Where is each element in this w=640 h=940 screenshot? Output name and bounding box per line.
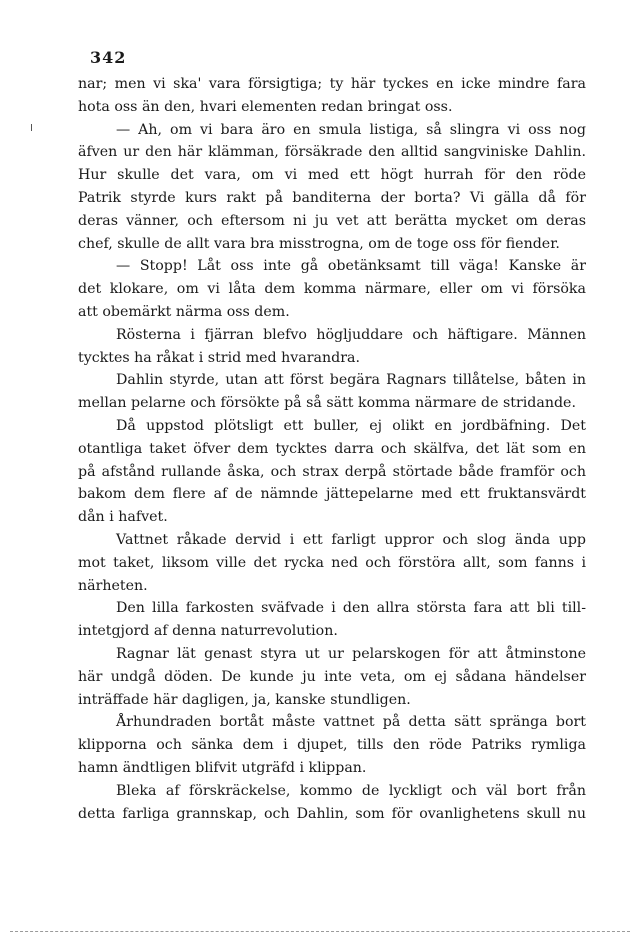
text-line: Den lilla farkosten sväfvade i den allra största fara att bli till-	[116, 600, 586, 617]
margin-mark	[31, 124, 32, 131]
text-line: Bleka af förskräckelse, kommo de lyckligt och väl bort från	[116, 782, 586, 799]
text-line: här undgå döden. De kunde ju inte veta, om ej sådana händelser	[78, 668, 586, 685]
text-line: Patrik styrde kurs rakt på banditerna der borta? Vi gälla då för	[78, 189, 586, 206]
text-line: Vattnet råkade dervid i ett farligt uppror och slog ända upp	[116, 531, 586, 548]
text-line: deras vänner, och eftersom ni ju vet att berätta mycket om deras	[78, 212, 586, 229]
body-text	[78, 73, 586, 825]
text-line: Århundraden bortåt måste vattnet på detta sätt spränga bort	[116, 714, 586, 731]
text-line: inträffade här dagligen, ja, kanske stundligen.	[78, 691, 411, 708]
page-bottom-edge	[10, 931, 630, 932]
page-number: 342	[90, 48, 127, 67]
text-line: Rösterna i fjärran blefvo högljuddare och häftigare. Männen	[116, 326, 586, 343]
text-line: — Ah, om vi bara äro en smula listiga, så slingra vi oss nog	[116, 121, 586, 138]
text-line: klipporna och sänka dem i djupet, tills den röde Patriks rymliga	[78, 737, 586, 754]
text-line: otantliga taket öfver dem tycktes darra och skälfva, det lät som en	[78, 440, 586, 457]
text-line: hota oss än den, hvari elementen redan bringat oss.	[78, 98, 453, 115]
text-line: närheten.	[78, 577, 148, 594]
text-line: chef, skulle de allt vara bra misstrogna, om de toge oss för fiender.	[78, 235, 560, 252]
text-line: mot taket, liksom ville det rycka ned och förstöra allt, som fanns i	[78, 554, 586, 571]
text-line: detta farliga grannskap, och Dahlin, som för ovanlighetens skull nu	[78, 805, 586, 822]
text-line: intetgjord af denna naturrevolution.	[78, 623, 338, 640]
text-line: äfven ur den här klämman, försäkrade den alltid sangviniske Dahlin.	[78, 144, 586, 161]
text-line: nar; men vi ska' vara försigtiga; ty här tyckes en icke mindre fara	[78, 76, 586, 92]
text-line: Dahlin styrde, utan att först begära Ragnars tillåtelse, båten in	[116, 372, 586, 389]
text-line: hamn ändtligen blifvit utgräfd i klippan.	[78, 759, 367, 776]
text-line: Då uppstod plötsligt ett buller, ej olikt en jordbäfning. Det	[116, 417, 586, 434]
text-line: det klokare, om vi låta dem komma närmare, eller om vi försöka	[78, 281, 586, 298]
text-line: Hur skulle det vara, om vi med ett högt hurrah för den röde	[78, 167, 586, 184]
text-line: Ragnar lät genast styra ut ur pelarskogen för att åtminstone	[116, 645, 586, 662]
text-line: att obemärkt närma oss dem.	[78, 303, 290, 320]
text-line: tycktes ha råkat i strid med hvarandra.	[78, 349, 360, 366]
text-line: bakom dem flere af de nämnde jättepelarne med ett fruktansvärdt	[78, 486, 586, 503]
text-line: på afstånd rullande åska, och strax derpå störtade både framför och	[78, 463, 586, 480]
text-line: dån i hafvet.	[78, 509, 168, 526]
text-line: — Stopp! Låt oss inte gå obetänksamt till väga! Kanske är	[116, 258, 586, 275]
text-line: mellan pelarne och försökte på så sätt komma närmare de stridande.	[78, 395, 576, 412]
